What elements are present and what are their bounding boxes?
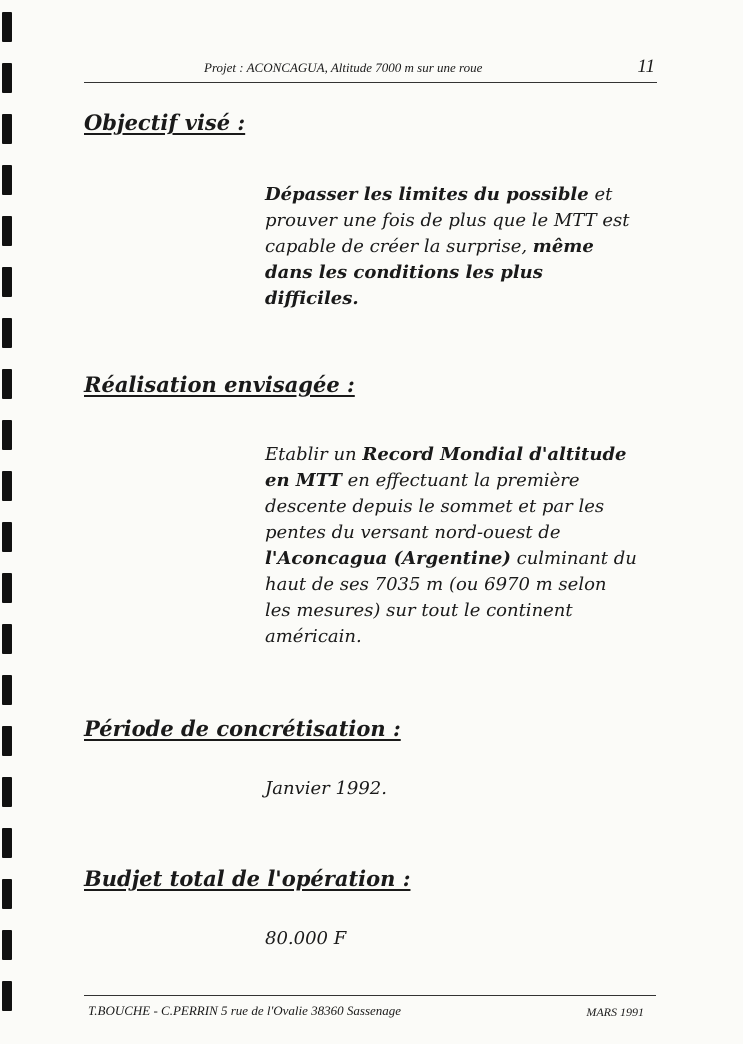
text-run: et bbox=[588, 184, 613, 205]
text-line bbox=[265, 442, 660, 468]
binding-hole bbox=[2, 165, 12, 195]
text-run: les mesures) sur tout le continent bbox=[265, 600, 573, 621]
bold-text-run: même bbox=[532, 236, 594, 257]
bold-text-run: en MTT bbox=[265, 470, 342, 491]
binding-hole bbox=[2, 12, 12, 42]
section-heading-budget: Budjet total de l'opération : bbox=[84, 866, 411, 891]
text-line bbox=[265, 598, 660, 624]
bold-text-run: Dépasser les limites du possible bbox=[265, 184, 589, 205]
binding-hole bbox=[2, 114, 12, 144]
page-footer bbox=[84, 995, 656, 1019]
binding-hole bbox=[2, 828, 12, 858]
text-line bbox=[265, 624, 660, 650]
page-number: 11 bbox=[637, 56, 655, 77]
binding-hole bbox=[2, 624, 12, 654]
binding-hole bbox=[2, 369, 12, 399]
section-text-realisation bbox=[265, 442, 660, 650]
binding-hole bbox=[2, 879, 12, 909]
footer-date: MARS 1991 bbox=[586, 1005, 644, 1019]
text-line bbox=[265, 926, 660, 952]
text-line bbox=[265, 182, 660, 208]
section-text-objectif bbox=[265, 182, 660, 312]
header-title: Projet : ACONCAGUA, Altitude 7000 m sur une roue bbox=[204, 60, 483, 75]
text-run: capable de créer la surprise, bbox=[265, 236, 533, 257]
text-run: prouver une fois de plus que le MTT est bbox=[265, 210, 630, 231]
text-run: haut de ses 7035 m (ou 6970 m selon bbox=[265, 574, 607, 595]
bold-text-run: dans les conditions les plus bbox=[265, 262, 543, 283]
text-run: descente depuis le sommet et par les bbox=[265, 496, 605, 517]
binding-hole bbox=[2, 777, 12, 807]
text-line bbox=[265, 776, 660, 802]
binding-hole bbox=[2, 930, 12, 960]
binding-hole bbox=[2, 573, 12, 603]
spiral-binding bbox=[0, 0, 14, 1044]
text-run: culminant du bbox=[510, 548, 637, 569]
text-line bbox=[265, 546, 660, 572]
binding-hole bbox=[2, 981, 12, 1011]
page-header bbox=[84, 56, 657, 83]
section-heading-objectif: Objectif visé : bbox=[84, 110, 246, 135]
footer-address: T.BOUCHE - C.PERRIN 5 rue de l'Ovalie 38360 Sassenage bbox=[88, 1003, 402, 1018]
binding-hole bbox=[2, 267, 12, 297]
text-line bbox=[265, 234, 660, 260]
section-text-budget bbox=[265, 926, 660, 952]
text-line bbox=[265, 494, 660, 520]
text-line bbox=[265, 260, 660, 286]
text-line bbox=[265, 208, 660, 234]
text-run: 80.000 F bbox=[265, 928, 347, 949]
binding-hole bbox=[2, 675, 12, 705]
section-heading-periode: Période de concrétisation : bbox=[84, 716, 401, 741]
text-line bbox=[265, 468, 660, 494]
binding-hole bbox=[2, 420, 12, 450]
text-line bbox=[265, 572, 660, 598]
bold-text-run: Record Mondial d'altitude bbox=[362, 444, 627, 465]
text-run: pentes du versant nord-ouest de bbox=[265, 522, 561, 543]
section-heading-realisation: Réalisation envisagée : bbox=[84, 372, 355, 397]
binding-hole bbox=[2, 318, 12, 348]
bold-text-run: difficiles. bbox=[265, 288, 359, 309]
binding-hole bbox=[2, 63, 12, 93]
text-run: Janvier 1992. bbox=[265, 778, 387, 799]
text-line bbox=[265, 520, 660, 546]
section-text-periode bbox=[265, 776, 660, 802]
binding-hole bbox=[2, 471, 12, 501]
binding-hole bbox=[2, 216, 12, 246]
text-run: américain. bbox=[265, 626, 362, 647]
text-run: en effectuant la première bbox=[341, 470, 580, 491]
text-line bbox=[265, 286, 660, 312]
binding-hole bbox=[2, 726, 12, 756]
text-run: Etablir un bbox=[265, 444, 363, 465]
binding-hole bbox=[2, 522, 12, 552]
bold-text-run: l'Aconcagua (Argentine) bbox=[265, 548, 511, 569]
